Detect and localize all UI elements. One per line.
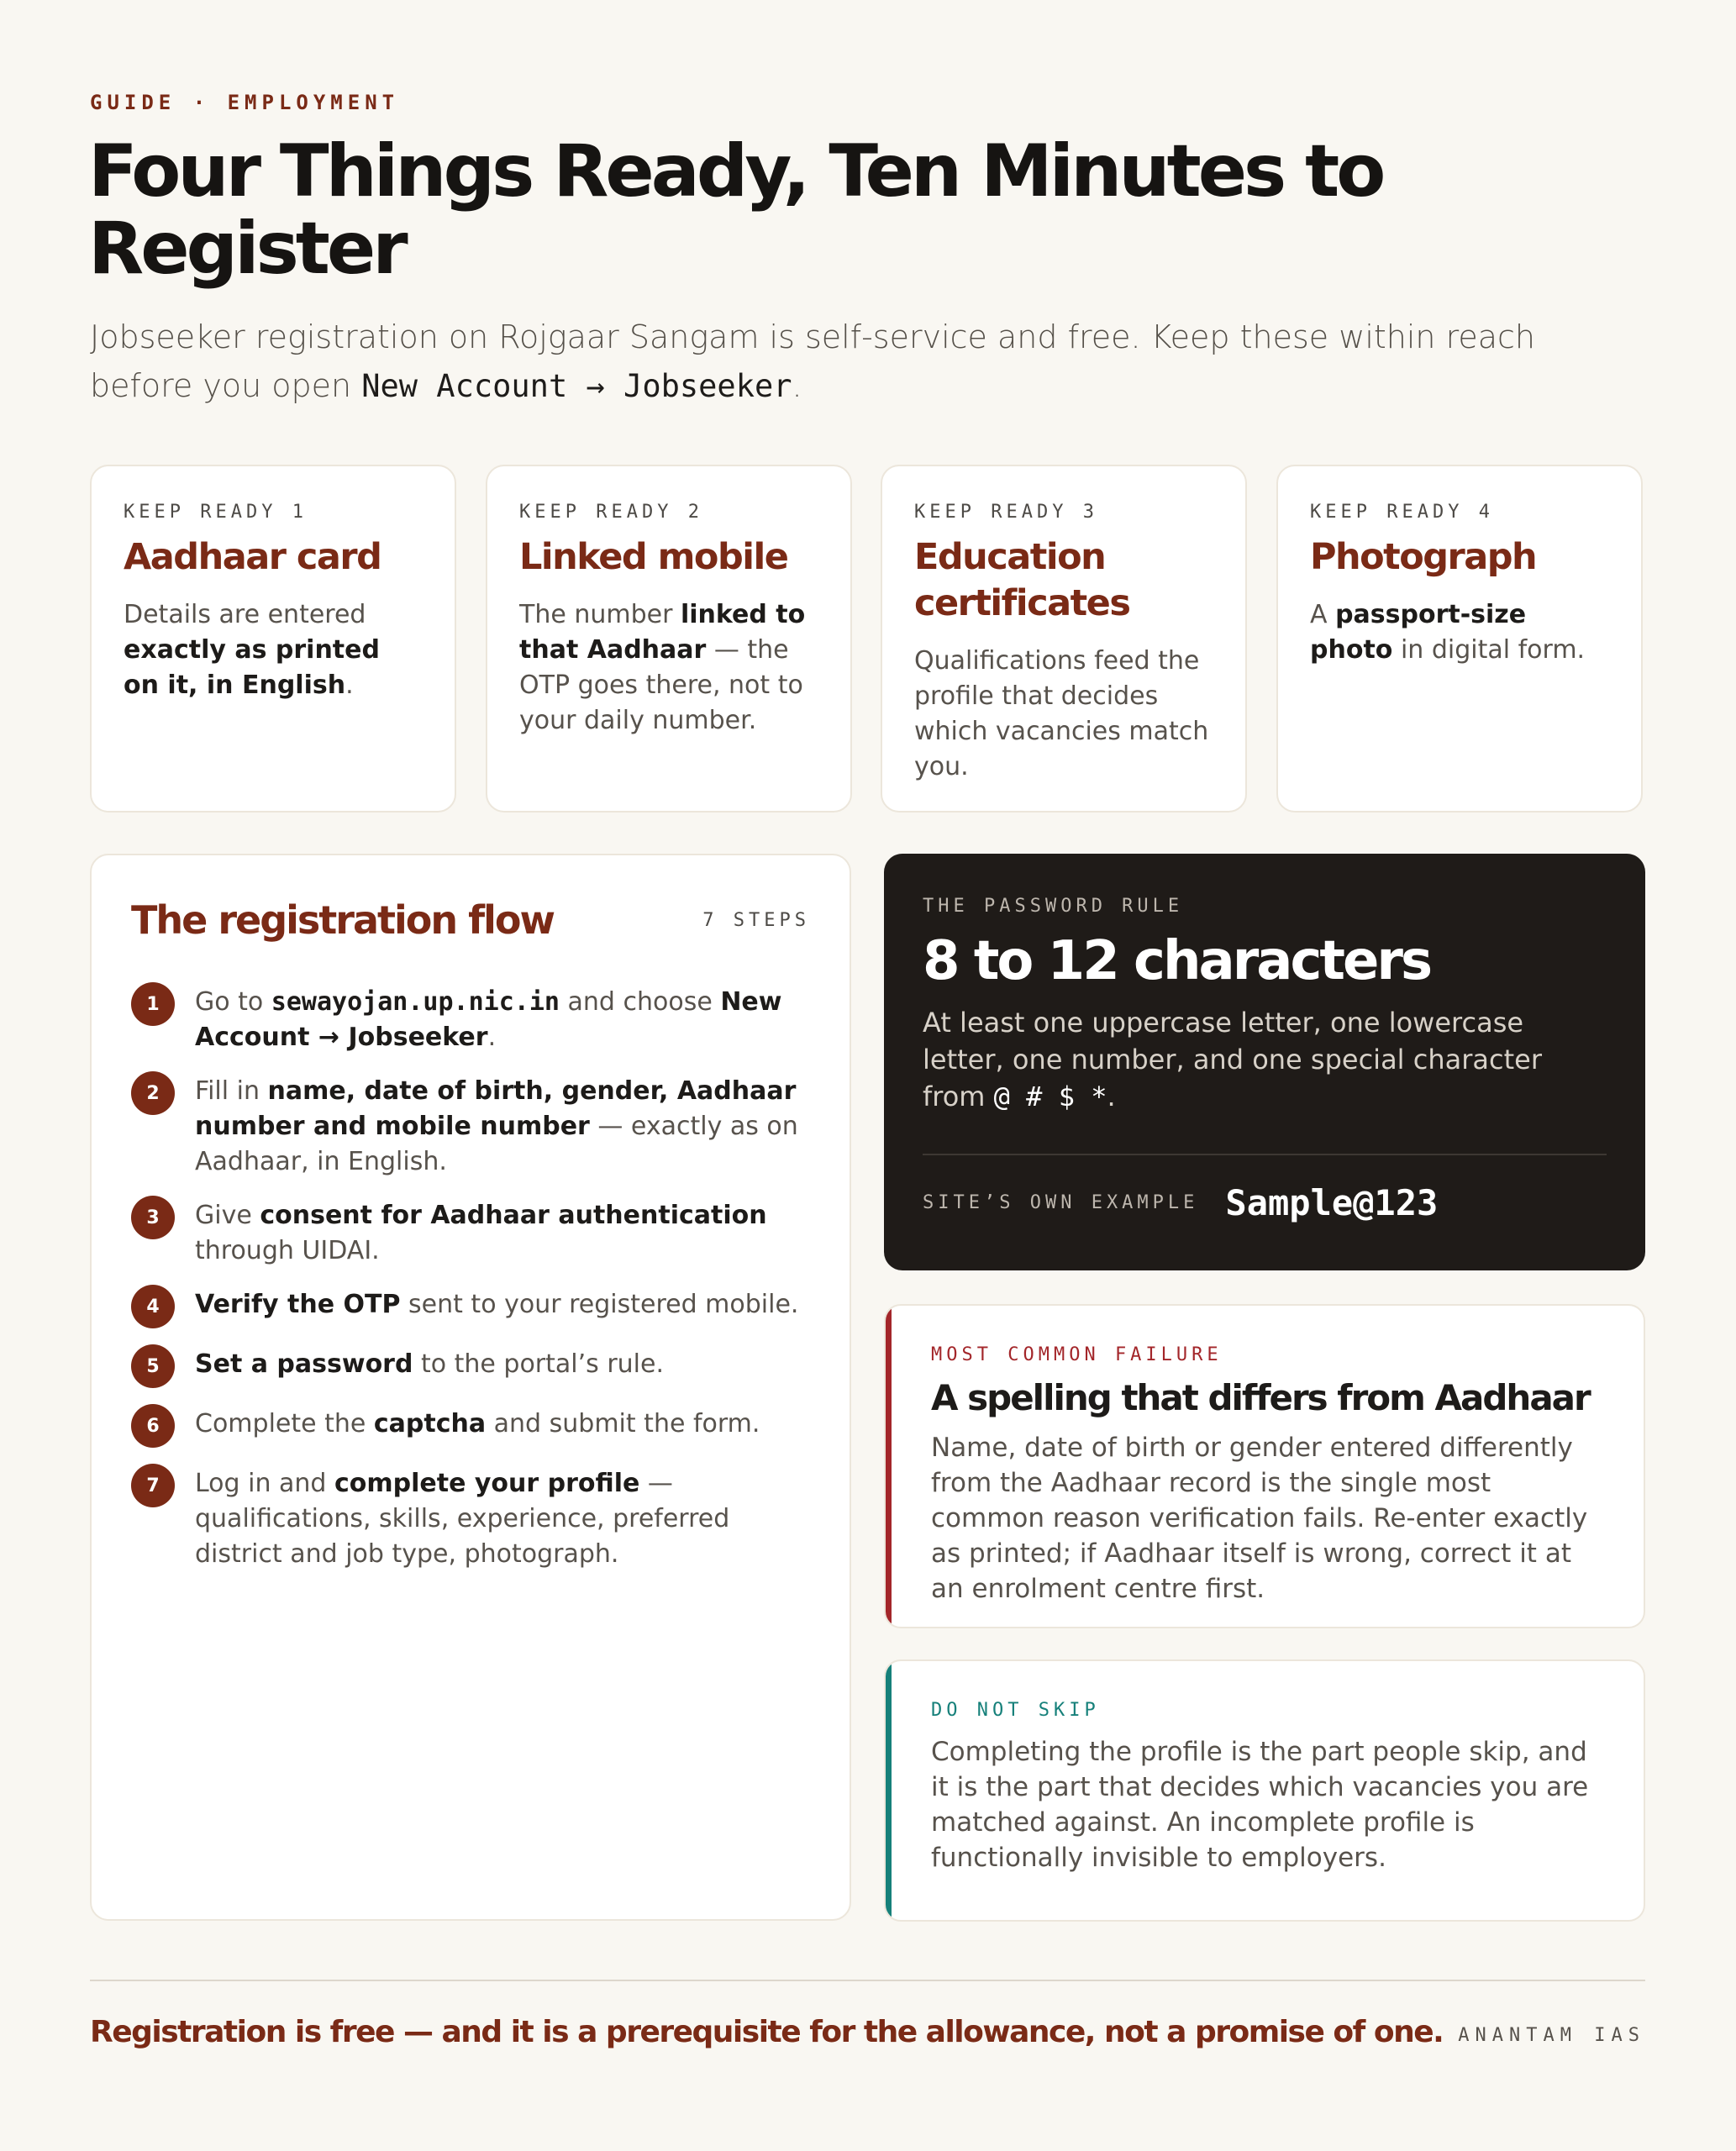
step-number-badge: 4 [131,1285,175,1328]
card-desc-pre: The number [519,600,681,629]
card-desc-post: — the OTP goes there, not to your daily number. [519,635,803,735]
password-description [923,1004,1607,1115]
steps-list [131,985,810,1572]
example-value: Sample@123 [1225,1182,1439,1223]
step-item [131,985,810,1055]
step-item [131,1347,810,1388]
password-desc-end: . [1107,1081,1116,1112]
card-description [914,644,1213,785]
divider [923,1154,1607,1155]
step-text-a: Fill in [195,1076,268,1106]
step-text-bold: captcha [373,1409,487,1438]
card-description [124,597,423,703]
card-label: KEEP READY 1 [124,502,308,523]
card-description [1310,597,1609,668]
skip-label: DO NOT SKIP [931,1700,1100,1721]
card-title: Photograph [1310,536,1537,578]
step-number-badge: 1 [131,982,175,1026]
step-text-a: Give [195,1201,260,1230]
step-text-bold: Verify the OTP [195,1290,401,1319]
step-number-badge: 6 [131,1404,175,1448]
step-text-bold: complete your profile [334,1469,640,1498]
step-text-bold: Set a password [195,1349,413,1379]
card-desc-pre: A [1310,600,1336,629]
step-text [195,1074,808,1180]
registration-flow-panel [90,854,851,1921]
step-text-c: through UIDAI. [195,1236,380,1265]
step-text-bold: name, date of birth, gender, Aadhaar number and mobile number [195,1076,797,1141]
skip-description: Completing the profile is the part people skip, and it is the part that decides which vacancies you are matched against. An incomplete profile is functionally invisible to employers. [931,1737,1589,1873]
step-item [131,1287,810,1328]
card-label: KEEP READY 4 [1310,502,1494,523]
step-text-c: . [487,1023,497,1052]
failure-title: A spelling that differs from Aadhaar [931,1377,1590,1418]
password-headline: 8 to 12 characters [923,930,1431,992]
step-text [195,1466,808,1572]
step-number-badge: 2 [131,1071,175,1115]
password-desc-text: At least one uppercase letter, one lowercase letter, one number, and one special character from [923,1007,1542,1112]
step-item [131,1466,810,1572]
step-number-badge: 3 [131,1196,175,1239]
step-text-c: and submit the form. [486,1409,760,1438]
step-text [195,985,808,1055]
step-text-bold: New Account → Jobseeker [195,987,782,1052]
step-text [195,1287,808,1328]
intro-end: . [792,367,802,404]
card-desc-pre: Details are entered [124,600,366,629]
step-text [195,1347,808,1388]
step-item [131,1407,810,1448]
card-label: KEEP READY 2 [519,502,703,523]
card-desc-bold: passport-size photo [1310,600,1527,665]
intro-paragraph [90,313,1619,411]
card-description [519,597,818,739]
keep-ready-card-1 [90,465,456,813]
step-item [131,1198,810,1269]
card-title: Aadhaar card [124,536,381,578]
brand-name: ANANTAM IAS [1458,2025,1645,2046]
step-text-a: Log in and [195,1469,334,1498]
step-number-badge: 5 [131,1344,175,1388]
step-text [195,1407,808,1448]
footer-divider [90,1980,1645,1981]
example-label: SITE’S OWN EXAMPLE [923,1192,1199,1213]
step-text-a: Complete the [195,1409,374,1438]
intro-text: Jobseeker registration on Rojgaar Sangam is self-service and free. Keep these within reach before you open [90,318,1536,404]
step-text [195,1198,808,1269]
footer-statement: Registration is free — and it is a prerequisite for the allowance, not a promise of one. [90,2015,1444,2049]
common-failure-note [884,1304,1645,1628]
password-special-chars: @ # $ * [993,1081,1107,1112]
step-text-b: and choose [559,987,721,1017]
intro-path: New Account → Jobseeker [361,368,792,404]
do-not-skip-note [884,1659,1645,1922]
step-text-bold: consent for Aadhaar authentication [260,1201,767,1230]
card-desc-post: in digital form. [1392,635,1586,665]
step-text-c: — qualifications, skills, experience, preferred district and job type, photograph. [195,1469,730,1569]
step-text-c: to the portal’s rule. [413,1349,665,1379]
keep-ready-card-2 [486,465,852,813]
step-item [131,1074,810,1180]
step-number-badge: 7 [131,1464,175,1507]
password-rule-panel [884,854,1645,1270]
card-label: KEEP READY 3 [914,502,1098,523]
card-title: Education certificates [914,536,1130,624]
card-desc-bold: exactly as printed on it, in English [124,635,380,700]
flow-step-count: 7 STEPS [702,909,810,931]
card-title: Linked mobile [519,536,788,578]
password-label: THE PASSWORD RULE [923,896,1184,917]
card-desc-post: . [345,671,354,700]
failure-description: Name, date of birth or gender entered differently from the Aadhaar record is the single most common reason verification fails. Re-enter exactly as printed; if Aadhaar itself is wrong, correct it at an enrolment centre first. [931,1433,1588,1604]
step-url: sewayojan.up.nic.in [271,987,560,1017]
step-text-c: — exactly as on Aadhaar, in English. [195,1112,798,1176]
keep-ready-card-4 [1276,465,1643,813]
password-example [923,1182,1607,1223]
keep-ready-card-3 [881,465,1247,813]
kicker: GUIDE · EMPLOYMENT [90,91,400,114]
page-title: Four Things Ready, Ten Minutes to Register [88,129,1383,291]
failure-label: MOST COMMON FAILURE [931,1344,1223,1365]
card-desc-pre: Qualifications feed the profile that decides which vacancies match you. [914,646,1209,781]
card-desc-bold: linked to that Aadhaar [519,600,806,665]
step-text-c: sent to your registered mobile. [400,1290,799,1319]
step-text-a: Go to [195,987,271,1017]
flow-title: The registration flow [131,897,555,943]
